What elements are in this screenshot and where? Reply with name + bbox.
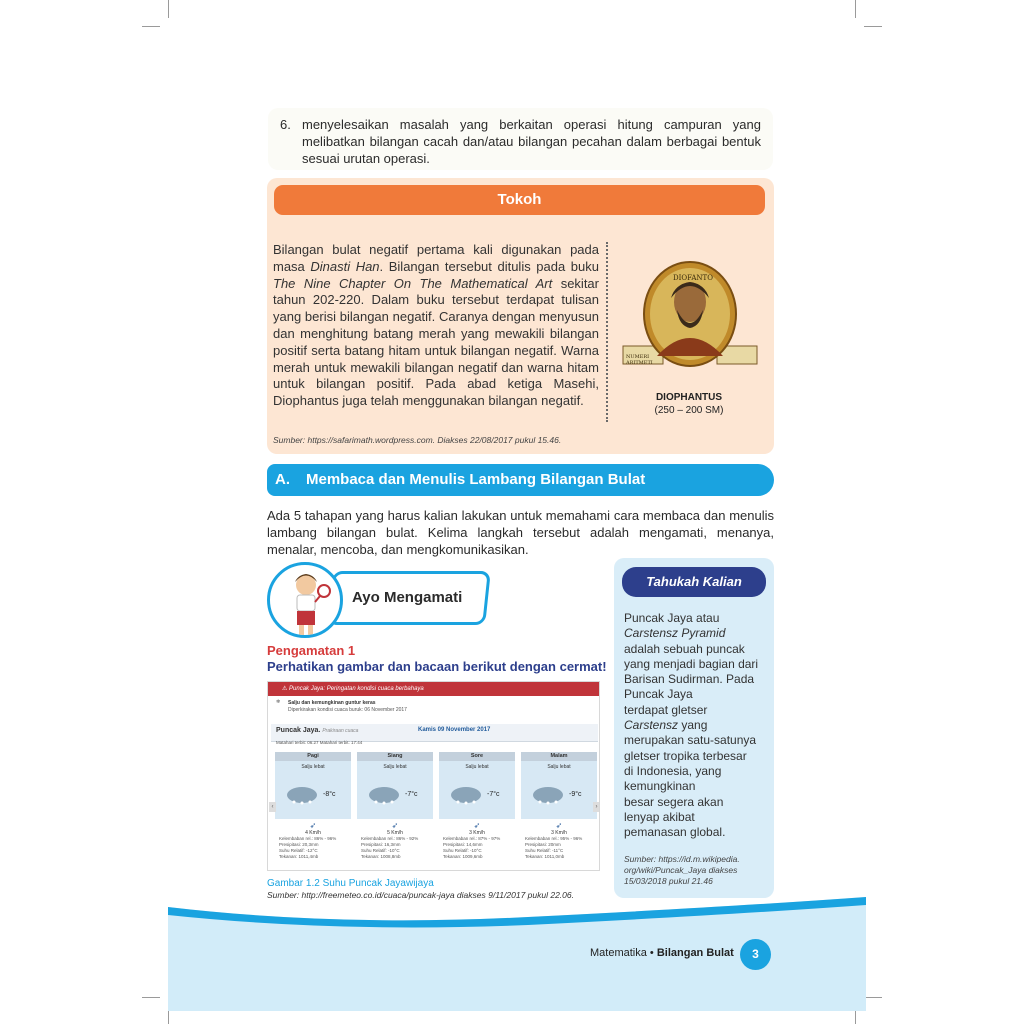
tokoh-source: Sumber: https://safarimath.wordpress.com. Diakses 22/08/2017 pukul 15.46.	[273, 435, 562, 445]
weather-warning-1: Salju dan kemungkinan guntur keras	[288, 700, 376, 706]
period-temp: -7°c	[405, 791, 418, 798]
period-feel: Suhu Relatif: -12°C	[279, 848, 318, 853]
period-pressure: Tekanan: 1011,0mb	[525, 854, 565, 859]
period-pressure: Tekanan: 1009,6mb	[443, 854, 483, 859]
crop-mark	[855, 0, 856, 18]
period-panel	[521, 761, 597, 819]
goal-number: 6.	[280, 117, 291, 132]
weather-date: Kamis 09 November 2017	[418, 727, 491, 733]
tahukah-line-italic: Carstensz Pyramid	[624, 626, 726, 641]
period-precip: Presipitasi: 20mm	[525, 842, 561, 847]
crop-mark	[864, 26, 882, 27]
period-feel: Suhu Relatif: -10°C	[361, 848, 400, 853]
dotted-divider	[606, 242, 608, 422]
sun-times: Matahari terbit: 06:27 Matahari terbit: 17:44	[276, 740, 363, 745]
book-label: ARITMETI	[626, 360, 653, 366]
period-name: Malam	[521, 752, 597, 761]
tahukah-title: Tahukah Kalian	[622, 567, 766, 597]
tahukah-line: lenyap akibat	[624, 809, 695, 824]
tahukah-line: Barisan Sudirman. Pada	[624, 672, 755, 687]
intro-paragraph: Ada 5 tahapan yang harus kalian lakukan untuk memahami cara membaca dan menulis lambang bilangan bulat. Kelima langkah tersebut adalah mengamati, menanya, menalar, mencoba, dan mengkomunikasikan.	[267, 508, 774, 557]
period-wind: 3 Km/h	[469, 830, 485, 836]
student-illustration	[267, 562, 343, 638]
footer-chapter: Bilangan Bulat	[656, 947, 734, 959]
tahukah-line-italic: Carstensz	[624, 718, 679, 733]
chevron-left-icon[interactable]: ‹	[269, 802, 276, 812]
period-precip: Presipitasi: 16,3mm	[361, 842, 401, 847]
period-humidity: Kelembaban rel.: 86% - 92%	[361, 836, 419, 841]
section-header	[267, 464, 774, 496]
observation-title: Pengamatan 1	[267, 643, 356, 658]
snow-cloud-icon	[367, 785, 401, 805]
tokoh-text-italic: Dinasti Han	[310, 258, 380, 274]
footer-subject: Matematika •	[590, 947, 657, 959]
period-precip: Presipitasi: 14,6mm	[443, 842, 483, 847]
period-wind: 3 Km/h	[551, 830, 567, 836]
snow-icon: ❄	[276, 699, 281, 705]
warning-icon: ⚠	[282, 686, 290, 692]
book-label: NUMERI	[626, 354, 650, 360]
period-panel	[275, 761, 351, 819]
wind-icon: ➶	[309, 821, 317, 830]
tokoh-title: Tokoh	[274, 185, 765, 215]
weather-alert-text: Puncak Jaya: Peringatan kondisi cuaca berbahaya	[289, 686, 424, 692]
tahukah-source: Sumber: https://id.m.wikipedia. org/wiki/Puncak_Jaya diakses 15/03/2018 pukul 21.46	[624, 854, 740, 886]
period-condition: Salju lebat	[383, 764, 407, 770]
period-column	[357, 752, 433, 870]
snow-cloud-icon	[449, 785, 483, 805]
tahukah-panel	[614, 558, 774, 898]
city-sub: Prakiraan cuaca	[322, 728, 359, 734]
period-wind: 5 Km/h	[387, 830, 403, 836]
portrait-label: DIOFANTO	[673, 274, 713, 282]
weather-warning-2: Diperkirakan kondisi cuaca buruk: 06 November 2017	[288, 707, 407, 713]
period-pressure: Tekanan: 1011,4mb	[279, 854, 319, 859]
tahukah-line: terdapat gletser	[624, 702, 708, 717]
weather-city	[276, 727, 358, 734]
snow-cloud-icon	[285, 785, 319, 805]
period-name: Sore	[439, 752, 515, 761]
ayo-label: Ayo Mengamati	[352, 589, 463, 606]
period-column	[521, 752, 597, 870]
period-column	[275, 752, 351, 870]
period-condition: Salju lebat	[465, 764, 489, 770]
chevron-right-icon[interactable]: ›	[593, 802, 600, 812]
period-name: Siang	[357, 752, 433, 761]
footer-running-title	[590, 947, 734, 959]
figure-source: Sumber: http://freemeteo.co.id/cuaca/puncak-jaya diakses 9/11/2017 pukul 22.06.	[267, 890, 574, 900]
tokoh-text: sekitar tahun 202-220. Dalam buku tersebut terdapat tulisan yang berisi bilangan negatif. Caranya dengan menyusun dan menghitung batang merah yang mewakili bilangan positif serta batang hitam untuk bilangan negatif. Warna merah untuk mewakili bilangan negatif dan warna hitam untuk bilangan positif. Pada abad ketiga Masehi, Diophantus juga telah menggunakan bilangan negatif.	[273, 275, 599, 409]
tahukah-line-rest: yang	[678, 718, 708, 733]
period-pressure: Tekanan: 1008,8mb	[361, 854, 401, 859]
wind-icon: ➶	[391, 821, 399, 830]
period-condition: Salju lebat	[547, 764, 571, 770]
tokoh-body	[273, 242, 599, 410]
period-feel: Suhu Relatif: -11°C	[525, 848, 564, 853]
diophantus-portrait	[621, 260, 759, 370]
learning-goal-item	[268, 108, 773, 170]
tahukah-line: besar segera akan	[624, 794, 724, 809]
period-panel	[439, 761, 515, 819]
period-humidity: Kelembaban rel.: 86% - 96%	[279, 836, 337, 841]
tahukah-body	[624, 611, 772, 840]
period-temp: -8°c	[323, 791, 336, 798]
tahukah-line: kemungkinan	[624, 779, 696, 794]
period-humidity: Kelembaban rel.: 87% - 97%	[443, 836, 501, 841]
tokoh-text-italic: The Nine Chapter On The Mathematical Art	[273, 275, 553, 291]
figure-caption: Gambar 1.2 Suhu Puncak Jayawijaya	[267, 878, 434, 889]
city-name: Puncak Jaya.	[276, 727, 321, 734]
tahukah-line: gletser tropika terbesar	[624, 748, 747, 763]
period-precip: Presipitasi: 20,3mm	[279, 842, 319, 847]
period-temp: -7°c	[487, 791, 500, 798]
period-feel: Suhu Relatif: -10°C	[443, 848, 482, 853]
crop-mark	[142, 26, 160, 27]
page-number: 3	[740, 939, 771, 970]
period-panel	[357, 761, 433, 819]
tahukah-line: di Indonesia, yang	[624, 763, 722, 778]
wind-icon: ➶	[555, 821, 563, 830]
snow-cloud-icon	[531, 785, 565, 805]
crop-mark	[168, 0, 169, 18]
period-name: Pagi	[275, 752, 351, 761]
crop-mark	[864, 997, 882, 998]
crop-mark	[142, 997, 160, 998]
section-letter: A.	[275, 471, 290, 488]
period-wind: 4 Km/h	[305, 830, 321, 836]
tahukah-line: Puncak Jaya atau	[624, 611, 720, 625]
weather-alert	[268, 682, 599, 696]
section-title: Membaca dan Menulis Lambang Bilangan Bulat	[306, 471, 646, 488]
tahukah-line	[624, 718, 772, 733]
tahukah-line: Puncak Jaya	[624, 687, 693, 702]
goal-text: menyelesaikan masalah yang berkaitan operasi hitung campuran yang melibatkan bilangan cacah dan/atau bilangan pecahan dalam berbagai bentuk sesuai urutan operasi.	[302, 117, 761, 166]
tahukah-line: merupakan satu-satunya	[624, 733, 757, 748]
period-temp: -9°c	[569, 791, 582, 798]
observation-instruction: Perhatikan gambar dan bacaan berikut dengan cermat!	[267, 659, 607, 674]
period-humidity: Kelembaban rel.: 95% - 96%	[525, 836, 583, 841]
tahukah-line: adalah sebuah puncak	[624, 641, 745, 656]
tahukah-line: yang menjadi bagian dari	[624, 656, 759, 671]
period-column	[439, 752, 515, 870]
wind-icon: ➶	[473, 821, 481, 830]
weather-screenshot	[267, 681, 600, 871]
tahukah-line: pemanasan global.	[624, 825, 726, 840]
person-name: DIOPHANTUS	[655, 392, 723, 403]
period-condition: Salju lebat	[301, 764, 325, 770]
person-years: (250 – 200 SM)	[654, 405, 724, 416]
tokoh-text: . Bilangan tersebut ditulis pada buku	[379, 258, 599, 274]
tokoh-text: Bilangan bulat negatif pertama kali digunakan pada masa	[273, 242, 599, 274]
student-icon	[270, 565, 343, 638]
tokoh-panel	[267, 178, 774, 454]
